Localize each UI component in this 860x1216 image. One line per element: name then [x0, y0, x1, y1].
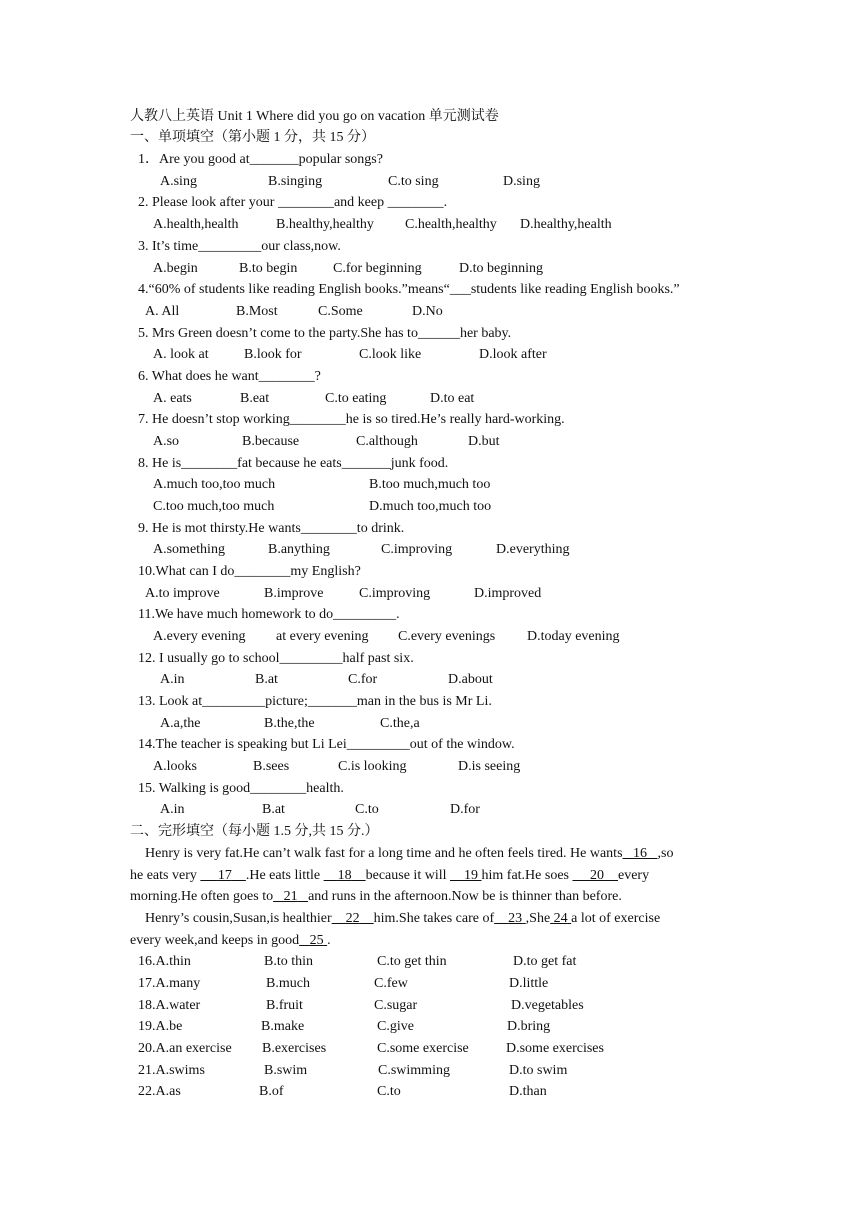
question-9: 9. He is mot thirsty.He wants________to drink. — [138, 521, 405, 536]
q6-option-c: C.to eating — [325, 391, 387, 406]
passage-line: morning.He often goes to 21 and runs in the afternoon.Now be is thinner than before. — [130, 889, 622, 904]
q14-option-b: B.sees — [253, 759, 290, 774]
question-7: 7. He doesn’t stop working________he is so tired.He’s really hard-working. — [138, 412, 565, 427]
choice-21-a: 21.A.swims — [138, 1063, 205, 1078]
q12-option-c: C.for — [348, 672, 378, 687]
question-6: 6. What does he want________? — [138, 369, 321, 384]
q12-option-a: A.in — [160, 672, 185, 687]
blank-21: 21 — [283, 889, 298, 904]
choice-19-b: B.make — [261, 1019, 305, 1034]
question-4: 4.“60% of students like reading English books.”means“___students like reading English books.” — [138, 282, 680, 297]
q9-option-a: A.something — [153, 542, 225, 557]
q13-option-b: B.the,the — [264, 716, 315, 731]
q14-option-a: A.looks — [153, 759, 197, 774]
q4-option-d: D.No — [412, 304, 443, 319]
q8-option-a: A.much too,too much — [153, 477, 276, 492]
q7-option-d: D.but — [468, 434, 500, 449]
passage-line: Henry’s cousin,Susan,is healthier 22 him.She takes care of 23 ,She 24 a lot of exercise — [145, 911, 661, 926]
q10-option-c: C.improving — [359, 586, 431, 601]
blank-24: 24 — [553, 911, 568, 926]
choice-17-c: C.few — [374, 976, 408, 991]
choice-16-d: D.to get fat — [513, 954, 577, 969]
q6-option-d: D.to eat — [430, 391, 475, 406]
q8-option-d: D.much too,much too — [369, 499, 492, 514]
question-2: 2. Please look after your ________and keep ________. — [138, 195, 448, 210]
page-title: 人教八上英语 Unit 1 Where did you go on vacation 单元测试卷 — [130, 109, 499, 124]
q9-option-b: B.anything — [268, 542, 330, 557]
blank-18: 18 — [337, 868, 352, 883]
q12-option-b: B.at — [255, 672, 278, 687]
choice-19-c: C.give — [377, 1019, 414, 1034]
question-14: 14.The teacher is speaking but Li Lei_________out of the window. — [138, 737, 515, 752]
choice-18-c: C.sugar — [374, 998, 418, 1013]
q8-option-c: C.too much,too much — [153, 499, 275, 514]
q3-option-a: A.begin — [153, 261, 198, 276]
choice-19-a: 19.A.be — [138, 1019, 183, 1034]
q12-option-d: D.about — [448, 672, 493, 687]
passage-line: he eats very 17 .He eats little 18 because it will 19 him fat.He soes 20 every — [130, 868, 650, 883]
choice-21-d: D.to swim — [509, 1063, 568, 1078]
question-11: 11.We have much homework to do_________. — [138, 607, 400, 622]
blank-23: 23 — [508, 911, 523, 926]
q10-option-a: A.to improve — [145, 586, 220, 601]
question-3: 3. It’s time_________our class,now. — [138, 239, 341, 254]
choice-20-b: B.exercises — [262, 1041, 327, 1056]
q10-option-b: B.improve — [264, 586, 324, 601]
choice-22-b: B.of — [259, 1084, 284, 1099]
choice-17-d: D.little — [509, 976, 549, 991]
choice-16-a: 16.A.thin — [138, 954, 191, 969]
blank-20: 20 — [589, 868, 604, 883]
q6-option-a: A. eats — [153, 391, 192, 406]
blank-17: 17 — [217, 868, 232, 883]
q4-option-b: B.Most — [236, 304, 278, 319]
q4-option-c: C.Some — [318, 304, 363, 319]
q14-option-d: D.is seeing — [458, 759, 521, 774]
q13-option-a: A.a,the — [160, 716, 201, 731]
choice-21-c: C.swimming — [378, 1063, 450, 1078]
choice-18-d: D.vegetables — [511, 998, 584, 1013]
blank-16: 16 — [633, 846, 648, 861]
question-13: 13. Look at_________picture;_______man in the bus is Mr Li. — [138, 694, 492, 709]
q1-option-b: B.singing — [268, 174, 323, 189]
q15-option-a: A.in — [160, 802, 185, 817]
blank-19: 19 — [464, 868, 478, 883]
choice-20-d: D.some exercises — [506, 1041, 604, 1056]
q3-option-c: C.for beginning — [333, 261, 422, 276]
q2-option-d: D.healthy,health — [520, 217, 612, 232]
choice-16-c: C.to get thin — [377, 954, 447, 969]
q2-option-b: B.healthy,healthy — [276, 217, 374, 232]
q11-option-c: C.every evenings — [398, 629, 496, 644]
q2-option-a: A.health,health — [153, 217, 239, 232]
choice-22-a: 22.A.as — [138, 1084, 181, 1099]
q5-option-a: A. look at — [153, 347, 209, 362]
blank-22: 22 — [345, 911, 360, 926]
choice-17-b: B.much — [266, 976, 310, 991]
choice-20-c: C.some exercise — [377, 1041, 469, 1056]
q7-option-c: C.although — [356, 434, 418, 449]
choice-22-c: C.to — [377, 1084, 401, 1099]
choice-19-d: D.bring — [507, 1019, 551, 1034]
q11-option-a: A.every evening — [153, 629, 246, 644]
choice-18-a: 18.A.water — [138, 998, 201, 1013]
question-12: 12. I usually go to school_________half past six. — [138, 651, 414, 666]
q15-option-d: D.for — [450, 802, 480, 817]
q10-option-d: D.improved — [474, 586, 542, 601]
passage-line: Henry is very fat.He can’t walk fast for a long time and he often feels tired. He wants 16 ,so — [145, 846, 674, 861]
choice-22-d: D.than — [509, 1084, 547, 1099]
question-5: 5. Mrs Green doesn’t come to the party.She has to______her baby. — [138, 326, 512, 341]
q5-option-b: B.look for — [244, 347, 302, 362]
q4-option-a: A. All — [145, 304, 180, 319]
passage-line: every week,and keeps in good 25 . — [130, 933, 331, 948]
section-1-heading: 一、单项填空（第小题 1 分，共 15 分） — [130, 130, 375, 145]
section-2-heading: 二、完形填空（每小题 1.5 分,共 15 分.） — [130, 824, 379, 839]
q14-option-c: C.is looking — [338, 759, 407, 774]
q5-option-c: C.look like — [359, 347, 422, 362]
q7-option-a: A.so — [153, 434, 180, 449]
choice-21-b: B.swim — [264, 1063, 308, 1078]
q11-option-d: D.today evening — [527, 629, 620, 644]
q1-option-d: D.sing — [503, 174, 540, 189]
q15-option-b: B.at — [262, 802, 285, 817]
q9-option-c: C.improving — [381, 542, 453, 557]
question-1: 1．Are you good at_______popular songs? — [138, 152, 383, 167]
choice-17-a: 17.A.many — [138, 976, 201, 991]
q1-option-a: A.sing — [160, 174, 197, 189]
q3-option-d: D.to beginning — [459, 261, 543, 276]
q1-option-c: C.to sing — [388, 174, 439, 189]
choice-16-b: B.to thin — [264, 954, 314, 969]
question-8: 8. He is________fat because he eats_______junk food. — [138, 456, 449, 471]
q7-option-b: B.because — [242, 434, 300, 449]
q11-option-b: at every evening — [276, 629, 369, 644]
q6-option-b: B.eat — [240, 391, 270, 406]
q9-option-d: D.everything — [496, 542, 570, 557]
question-10: 10.What can I do________my English? — [138, 564, 361, 579]
q2-option-c: C.health,healthy — [405, 217, 497, 232]
choice-18-b: B.fruit — [266, 998, 303, 1013]
q13-option-c: C.the,a — [380, 716, 420, 731]
choice-20-a: 20.A.an exercise — [138, 1041, 232, 1056]
q15-option-c: C.to — [355, 802, 379, 817]
q5-option-d: D.look after — [479, 347, 547, 362]
q3-option-b: B.to begin — [239, 261, 298, 276]
q8-option-b: B.too much,much too — [369, 477, 491, 492]
question-15: 15. Walking is good________health. — [138, 781, 344, 796]
blank-25: 25 — [309, 933, 324, 948]
